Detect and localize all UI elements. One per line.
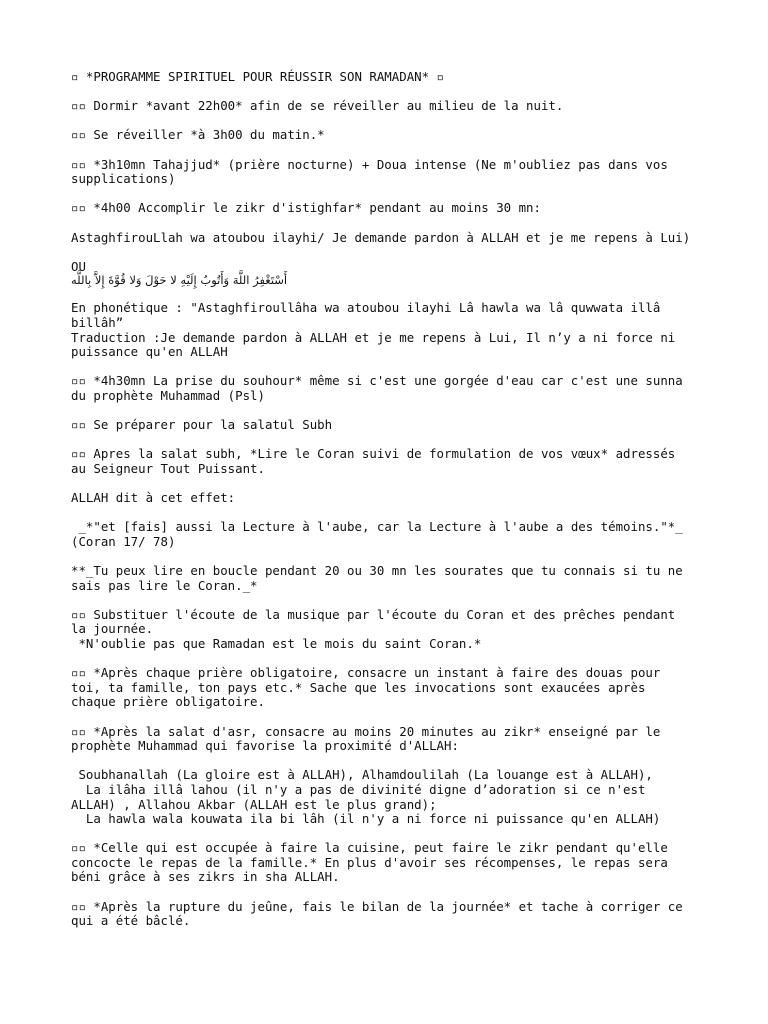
ou-block: [71, 260, 711, 287]
paragraph-asr: ▫▫ *Après la salat d'asr, consacre au moins 20 minutes au zikr* enseigné par le prophète Muhammad qui favorise la proximité d'ALLAH:: [71, 723, 661, 754]
paragraph-gap: [71, 476, 711, 491]
paragraph-tahajjud: ▫▫ *3h10mn Tahajjud* (prière nocturne) + Doua intense (Ne m'oubliez pas dans vos supplications): [71, 156, 668, 187]
document-page: [71, 70, 711, 929]
paragraph-ou: OU: [71, 258, 86, 274]
paragraph-gap: [71, 754, 711, 769]
paragraph-gap: [71, 287, 711, 302]
paragraph-cuisine: ▫▫ *Celle qui est occupée à faire la cuisine, peut faire le zikr pendant qu'elle concocte le repas de la famille.* En plus d'avoir ses récompenses, le repas sera béni grâce à ses zikrs in sha ALLAH.: [71, 840, 668, 885]
paragraph-gap: [71, 360, 711, 375]
paragraph-gap: [71, 827, 711, 842]
paragraph-gap: [71, 433, 711, 448]
paragraph-coran: ▫▫ Apres la salat subh, *Lire le Coran suivi de formulation de vos vœux* adressés au Seigneur Tout Puissant.: [71, 446, 676, 476]
paragraph-gap: [71, 506, 711, 521]
paragraph-gap: [71, 652, 711, 667]
paragraph-gap: [71, 593, 711, 608]
paragraph-souhour: ▫▫ *4h30mn La prise du souhour* même si c'est une gorgée d'eau car c'est une sunna du prophète Muhammad (Psl): [71, 373, 683, 403]
paragraph-verset: _*"et [fais] aussi la Lecture à l'aube, car la Lecture à l'aube a des témoins."*_ (Coran 17/ 78): [71, 519, 683, 549]
paragraph-gap: [71, 143, 711, 158]
paragraph-boucle: **_Tu peux lire en boucle pendant 20 ou 30 mn les sourates que tu connais si tu ne sais pas lire le Coran._*: [71, 563, 683, 593]
paragraph-zikr-list: Soubhanallah (La gloire est à ALLAH), Alhamdoulilah (La louange est à ALLAH), La ilâha illâ lahou (il n'y a pas de divinité digne d’adoration si ce n'est ALLAH) , Allahou Akbar (ALLAH est le plus grand); La hawla wala kouwata ila bi lâh (il n'y a ni force ni puissance qu'en ALLAH): [71, 767, 661, 827]
paragraph-istighfar: ▫▫ *4h00 Accomplir le zikr d'istighfar* pendant au moins 30 mn:: [71, 200, 541, 216]
paragraph-gap: [71, 403, 711, 418]
paragraph-allah-dit: ALLAH dit à cet effet:: [71, 490, 236, 506]
paragraph-gap: [71, 216, 711, 231]
paragraph-gap: [71, 885, 711, 900]
paragraph-subh-prep: ▫▫ Se préparer pour la salatul Subh: [71, 417, 333, 433]
paragraph-sleep: ▫▫ Dormir *avant 22h00* afin de se réveiller au milieu de la nuit.: [71, 98, 564, 114]
paragraph-gap: [71, 85, 711, 100]
paragraph-bilan: ▫▫ *Après la rupture du jeûne, fais le bilan de la journée* et tache à corriger ce qui a été bâclé.: [71, 898, 683, 929]
paragraph-gap: [71, 710, 711, 725]
paragraph-musique: ▫▫ Substituer l'écoute de la musique par l'écoute du Coran et des prêches pendant la journée. *N'oublie pas que Ramadan est le mois du saint Coran.*: [71, 606, 676, 651]
paragraph-gap: [71, 549, 711, 564]
paragraph-wake: ▫▫ Se réveiller *à 3h00 du matin.*: [71, 127, 325, 143]
paragraph-priere: ▫▫ *Après chaque prière obligatoire, consacre un instant à faire des douas pour toi, ta famille, ton pays etc.* Sache que les invocations sont exaucées après chaque prière obligatoire.: [71, 665, 661, 710]
arabic-invocation: أَسْتَغْفِرُ اللَّهَ وَأَتُوبُ إِلَيْهِ لا حَوْلَ وَلا قُوَّةَ إِلاَّ بِاللَّه: [71, 272, 288, 287]
paragraph-gap: [71, 187, 711, 202]
paragraph-gap: [71, 114, 711, 129]
paragraph-phonetique: En phonétique : "Astaghfiroullâha wa atoubou ilayhi Lâ hawla wa lâ quwwata illâ billâh” Traduction :Je demande pardon à ALLAH et je me repens à Lui, Il n’y a ni force ni puissance qu'en ALLAH: [71, 300, 676, 360]
paragraph-gap: [71, 245, 711, 260]
document-title: ▫ *PROGRAMME SPIRITUEL POUR RÉUSSIR SON RAMADAN* ▫: [71, 69, 444, 84]
paragraph-astaghfiroullah: AstaghfirouLlah wa atoubou ilayhi/ Je demande pardon à ALLAH et je me repens à Lui): [71, 229, 691, 245]
